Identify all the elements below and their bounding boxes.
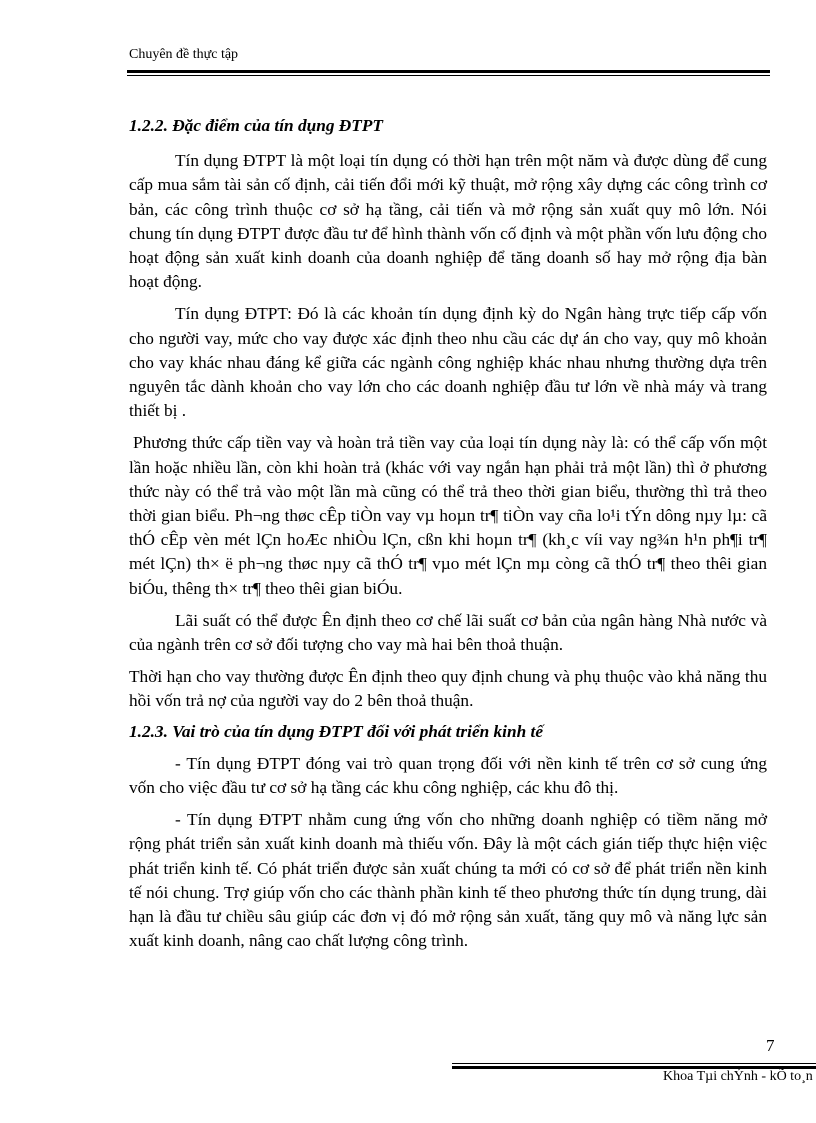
paragraph: - Tín dụng ĐTPT đóng vai trò quan trọng đối với nền kinh tế trên cơ sở cung ứng vốn cho việc đầu tư cơ sở hạ tầng các khu công nghiệp, các khu đô thị. xyxy=(129,753,767,798)
header-rule-thick xyxy=(127,70,770,73)
header-rule-thin xyxy=(127,75,770,76)
page-number: 7 xyxy=(766,1036,775,1055)
paragraph: Lãi suất có thể được Ên định theo cơ chế lãi suất cơ bản của ngân hàng Nhà nước và của ngành trên cơ sở đối tượng cho vay mà hai bên thoả thuận. xyxy=(129,610,767,655)
section-heading: 1.2.3. Vai trò của tín dụng ĐTPT đối với phát triển kinh tế xyxy=(129,721,543,741)
footer-rule-thin xyxy=(452,1063,816,1064)
section-heading: 1.2.2. Đặc điểm của tín dụng ĐTPT xyxy=(129,116,383,135)
paragraph: Tín dụng ĐTPT: Đó là các khoản tín dụng định kỳ do Ngân hàng trực tiếp cấp vốn cho người vay, mức cho vay được xác định theo nhu cầu các dự án cho vay, quy mô khoản cho vay khác nhau đáng kể giữa các ngành công nghiệp khác nhau nhưng thường dựa trên nguyên tắc dành khoản cho vay lớn cho các doanh nghiệp đầu tư lớn về nhà máy và trang thiết bị . xyxy=(129,304,767,421)
document-body xyxy=(129,112,767,954)
paragraph: Tín dụng ĐTPT là một loại tín dụng có thời hạn trên một năm và được dùng để cung cấp mua sắm tài sản cố định, cải tiến đổi mới kỹ thuật, mở rộng xây dựng các công trình cơ bản, các công trình thuộc cơ sở hạ tầng, cải tiến và mở rộng sản xuất quy mô lớn. Nói chung tín dụng ĐTPT được đầu tư để hình thành vốn cố định và một phần vốn lưu động cho hoạt động sản xuất kinh doanh của doanh nghiệp để tăng doanh số hay mở rộng địa bàn hoạt động. xyxy=(129,151,767,292)
header-title: Chuyên đề thực tập xyxy=(129,47,239,62)
paragraph: Phương thức cấp tiền vay và hoàn trả tiền vay của loại tín dụng này là: có thể cấp vốn một lần hoặc nhiều lần, còn khi hoàn trả (khác với vay ngắn hạn phải trả một lần) thì ở phương thức này có thể trả vào một lần mà cũng có thể trả theo thời gian biểu, thường thì trả theo thời gian biểu. Ph¬ng thøc cÊp tiÒn vay vµ hoµn tr¶ tiÒn vay cña lo¹i tÝn dông nµy lµ: cã thÓ cÊp vèn mét lÇn hoÆc nhiÒu lÇn, cßn khi hoµn tr¶ (kh¸c víi vay ng¾n h¹n ph¶i tr¶ mét lÇn) th× ë ph¬ng thøc nµy cã thÓ tr¶ vµo mét lÇn mµ còng cã thÓ tr¶ theo thêi gian biÓu, thêng th× tr¶ theo thêi gian biÓu. xyxy=(129,433,767,598)
paragraph: Thời hạn cho vay thường được Ên định theo quy định chung và phụ thuộc vào khả năng thu hồi vốn trả nợ của người vay do 2 bên thoả thuận. xyxy=(129,667,767,711)
footer-text: Khoa Tµi chÝnh - kÕ to¸n xyxy=(663,1069,813,1084)
paragraph: - Tín dụng ĐTPT nhằm cung ứng vốn cho những doanh nghiệp có tiềm năng mở rộng phát triển sản xuất kinh doanh mà thiếu vốn. Đây là một cách gián tiếp thực hiện việc phát triển kinh tế. Có phát triển được sản xuất chúng ta mới có cơ sở để phát triển nền kinh tế nói chung. Trợ giúp vốn cho các thành phần kinh tế theo phương thức tín dụng trung, dài hạn là đầu tư chiều sâu giúp các đơn vị đó mở rộng sản xuất, tăng quy mô và năng lực sản xuất kinh doanh, nâng cao chất lượng công trình. xyxy=(129,810,767,951)
